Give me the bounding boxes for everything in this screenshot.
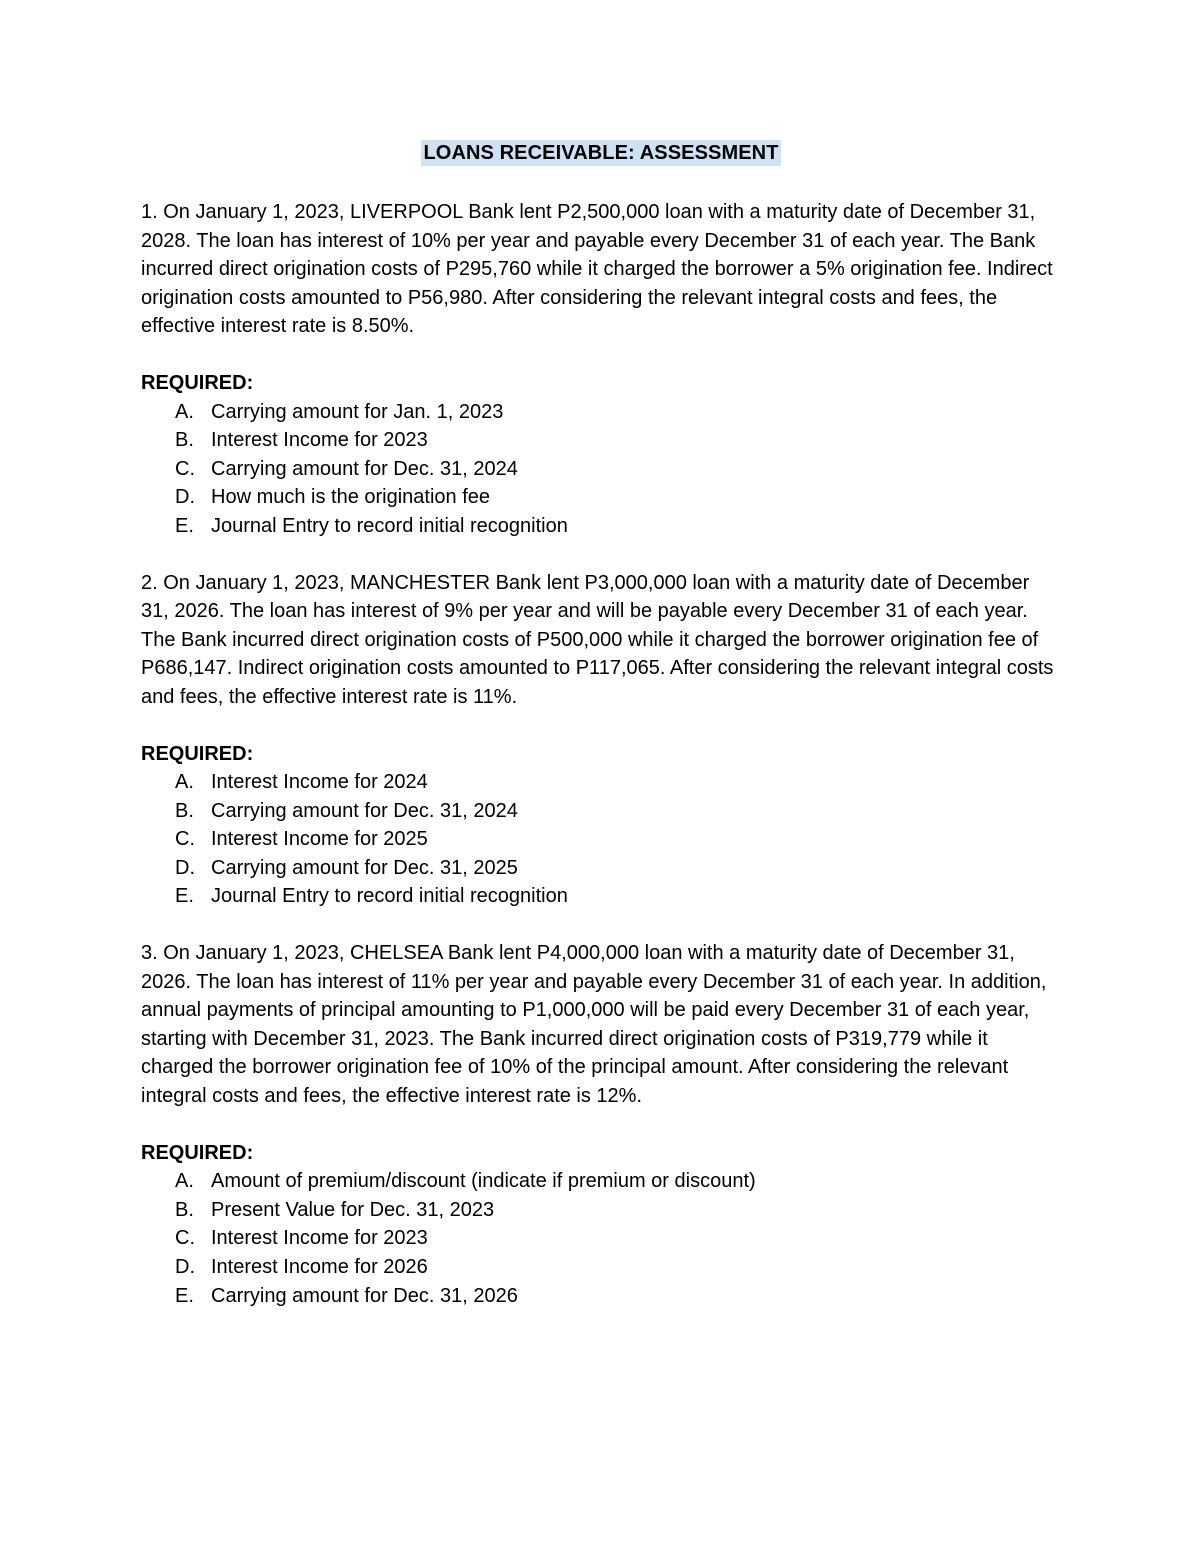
item-text: How much is the origination fee <box>211 486 491 509</box>
list-item <box>141 455 1061 484</box>
question-text-1: 1. On January 1, 2023, LIVERPOOL Bank lent P2,500,000 loan with a maturity date of December 31, 2028. The loan has interest of 10% per year and payable every December 31 of each year. The Bank incurred direct origination costs of P295,760 while it charged the borrower a 5% origination fee. Indirect origination costs amounted to P56,980. After considering the relevant integral costs and fees, the effective interest rate is 8.50%. <box>141 201 1053 338</box>
item-letter: C. <box>175 1227 195 1250</box>
document-content <box>141 140 1061 1338</box>
item-text: Interest Income for 2023 <box>211 429 428 452</box>
list-item <box>141 825 1061 854</box>
list-item <box>141 1224 1061 1253</box>
item-letter: C. <box>175 828 195 851</box>
list-item <box>141 426 1061 455</box>
required-list-2 <box>141 768 1061 911</box>
item-letter: B. <box>175 1198 194 1221</box>
item-letter: D. <box>175 1256 195 1278</box>
item-letter: A. <box>175 771 194 794</box>
list-item <box>141 1282 1061 1311</box>
item-letter: A. <box>175 400 194 423</box>
item-letter: D. <box>175 486 195 509</box>
required-list-1 <box>141 398 1061 541</box>
question-section-2 <box>141 569 1061 912</box>
list-item <box>141 1167 1061 1196</box>
required-label-1: REQUIRED: <box>141 371 254 394</box>
item-text: Interest Income for 2023 <box>211 1227 428 1250</box>
required-label-2: REQUIRED: <box>141 742 254 765</box>
list-item <box>141 854 1061 883</box>
item-text: Amount of premium/discount (indicate if premium or discount) <box>211 1170 756 1193</box>
item-text: Present Value for Dec. 31, 2023 <box>211 1198 495 1221</box>
document-title: LOANS RECEIVABLE: ASSESSMENT <box>423 142 779 164</box>
item-text: Journal Entry to record initial recognition <box>211 514 568 537</box>
item-letter: A. <box>175 1170 194 1193</box>
item-text: Carrying amount for Dec. 31, 2024 <box>211 799 518 822</box>
question-text-3: 3. On January 1, 2023, CHELSEA Bank lent P4,000,000 loan with a maturity date of December 31, 2026. The loan has interest of 11% per year and payable every December 31 of each year. In addition, annual payments of principal amounting to P1,000,000 will be paid every December 31 of each year, starting with December 31, 2023. The Bank incurred direct origination costs of P319,779 while it charged the borrower origination fee of 10% of the principal amount. After considering the relevant integral costs and fees, the effective interest rate is 12%. <box>141 942 1047 1108</box>
item-text: Interest Income for 2025 <box>211 828 428 851</box>
question-text-2: 2. On January 1, 2023, MANCHESTER Bank lent P3,000,000 loan with a maturity date of December 31, 2026. The loan has interest of 9% per year and will be payable every December 31 of each year. The Bank incurred direct origination costs of P500,000 while it charged the borrower origination fee of P686,147. Indirect origination costs amounted to P117,065. After considering the relevant integral costs and fees, the effective interest rate is 11%. <box>141 571 1054 708</box>
list-item <box>141 1253 1061 1282</box>
list-item <box>141 512 1061 541</box>
question-section-3 <box>141 939 1061 1310</box>
item-text: Carrying amount for Jan. 1, 2023 <box>211 400 504 423</box>
list-item <box>141 797 1061 826</box>
item-letter: C. <box>175 457 195 480</box>
list-item <box>141 768 1061 797</box>
item-letter: E. <box>175 885 194 908</box>
list-item <box>141 882 1061 911</box>
list-item <box>141 483 1061 512</box>
list-item <box>141 398 1061 427</box>
item-text: Carrying amount for Dec. 31, 2025 <box>211 856 518 879</box>
item-letter: E. <box>175 514 194 537</box>
required-label-3: REQUIRED: <box>141 1141 254 1164</box>
item-letter: E. <box>175 1284 194 1307</box>
item-text: Interest Income for 2026 <box>211 1256 428 1278</box>
item-text: Carrying amount for Dec. 31, 2026 <box>211 1284 518 1307</box>
required-list-3 <box>141 1167 1061 1310</box>
list-item <box>141 1196 1061 1225</box>
item-letter: B. <box>175 429 194 452</box>
item-letter: B. <box>175 799 194 822</box>
title-container <box>141 140 1061 170</box>
item-text: Journal Entry to record initial recognition <box>211 885 568 908</box>
question-section-1 <box>141 198 1061 541</box>
item-text: Carrying amount for Dec. 31, 2024 <box>211 457 518 480</box>
item-text: Interest Income for 2024 <box>211 771 428 794</box>
item-letter: D. <box>175 856 195 879</box>
